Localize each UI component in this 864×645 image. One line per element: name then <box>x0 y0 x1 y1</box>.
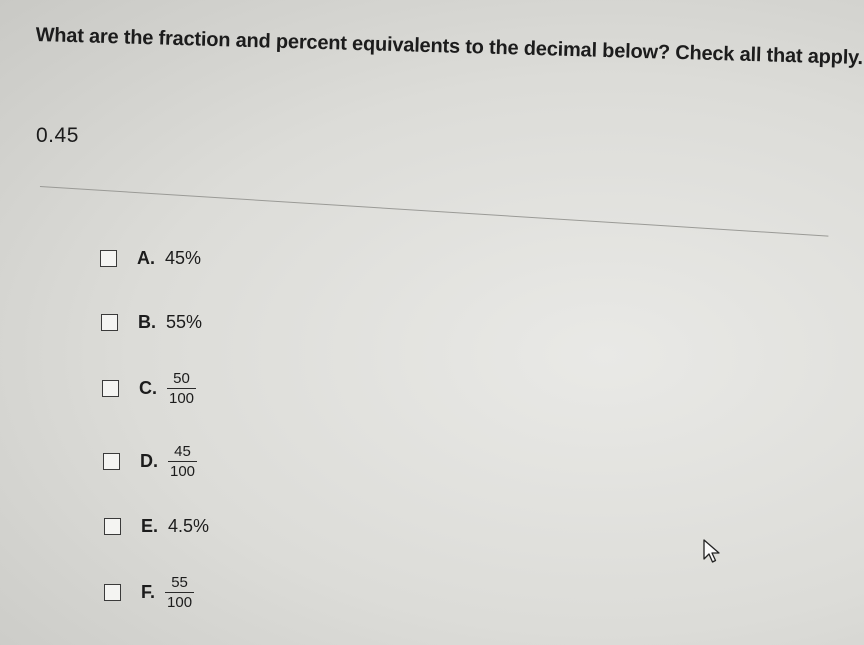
checkbox-c[interactable] <box>102 380 119 397</box>
option-f-fraction <box>165 574 194 611</box>
option-b-letter: B. <box>138 311 156 332</box>
option-f-denominator: 100 <box>167 593 193 611</box>
decimal-value: 0.45 <box>36 124 79 147</box>
option-a[interactable] <box>100 238 201 278</box>
option-d-fraction <box>168 443 197 480</box>
option-a-letter: A. <box>137 247 155 268</box>
fraction-bar <box>167 388 196 389</box>
checkbox-b[interactable] <box>101 314 118 331</box>
option-c-fraction <box>167 370 196 407</box>
option-e[interactable] <box>104 506 209 546</box>
option-c-denominator: 100 <box>169 389 195 407</box>
checkbox-f[interactable] <box>104 584 121 601</box>
checkbox-d[interactable] <box>103 453 120 470</box>
option-e-letter: E. <box>141 515 159 536</box>
option-a-value: 45% <box>165 247 202 268</box>
option-b[interactable] <box>101 302 202 342</box>
arrow-cursor-icon <box>702 538 722 566</box>
option-d[interactable] <box>103 441 197 481</box>
option-d-numerator: 45 <box>174 442 191 460</box>
option-d-letter: D. <box>140 450 158 471</box>
option-f-letter: F. <box>141 581 156 602</box>
option-f[interactable] <box>104 572 194 612</box>
checkbox-e[interactable] <box>104 518 121 535</box>
option-c-numerator: 50 <box>173 369 190 387</box>
option-c[interactable] <box>102 368 196 408</box>
option-d-denominator: 100 <box>170 462 196 480</box>
fraction-bar <box>165 592 194 593</box>
option-f-numerator: 55 <box>171 573 188 591</box>
checkbox-a[interactable] <box>100 250 117 267</box>
question-text: What are the fraction and percent equivalents to the decimal below? Check all that apply. <box>35 23 864 70</box>
option-e-value: 4.5% <box>168 515 210 536</box>
fraction-bar <box>168 461 197 462</box>
option-c-letter: C. <box>139 377 157 398</box>
option-b-value: 55% <box>166 311 203 332</box>
divider <box>40 186 829 237</box>
